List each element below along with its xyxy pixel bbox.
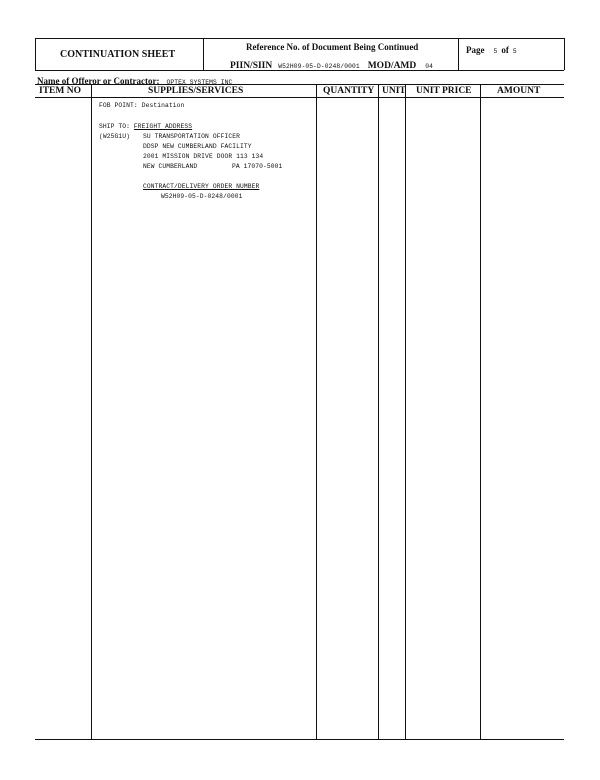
header-top-border bbox=[35, 38, 564, 39]
page-of: of bbox=[501, 45, 509, 55]
address-line-3: 2001 MISSION DRIVE DOOR 113 134 bbox=[143, 153, 264, 160]
table-header-border bbox=[35, 97, 564, 98]
address-line-1: SU TRANSPORTATION OFFICER bbox=[143, 133, 240, 140]
piin-row bbox=[230, 55, 433, 73]
order-number-label: CONTRACT/DELIVERY ORDER NUMBER bbox=[143, 183, 260, 190]
col-header-unit: UNIT bbox=[382, 86, 406, 96]
fob-point bbox=[99, 102, 184, 109]
col-header-quantity: QUANTITY bbox=[323, 86, 375, 96]
ship-to-row bbox=[99, 123, 192, 130]
header-divider-2 bbox=[458, 38, 459, 70]
page-total: 5 bbox=[512, 48, 517, 55]
ship-code: (W25G1U) bbox=[99, 133, 131, 140]
col-divider-unit bbox=[405, 84, 406, 739]
col-header-item-no: ITEM NO bbox=[39, 86, 81, 96]
piin-value: W52H09-05-D-0248/0001 bbox=[278, 63, 360, 70]
mod-label: MOD/AMD bbox=[367, 61, 417, 71]
reference-label: Reference No. of Document Being Continued bbox=[246, 42, 419, 52]
ship-to-title: FREIGHT ADDRESS bbox=[133, 123, 193, 130]
col-header-unit-price: UNIT PRICE bbox=[416, 86, 472, 96]
header-divider-1 bbox=[203, 38, 204, 70]
fob-label: FOB POINT: bbox=[99, 102, 138, 109]
page-number bbox=[466, 40, 517, 58]
offeror-label: Name of Offeror or Contractor: bbox=[37, 76, 160, 86]
col-divider-item bbox=[91, 84, 92, 739]
piin-label: PIIN/SIIN bbox=[230, 61, 273, 71]
col-divider-supplies bbox=[316, 84, 317, 739]
order-number: W52H09-05-D-0248/0001 bbox=[161, 193, 243, 200]
fob-value: Destination bbox=[141, 102, 185, 109]
address-state-zip: PA 17070-5001 bbox=[232, 163, 283, 170]
col-header-supplies: SUPPLIES/SERVICES bbox=[148, 86, 244, 96]
col-divider-quantity bbox=[378, 84, 379, 739]
header-right-border bbox=[564, 38, 565, 70]
header-left-border bbox=[35, 38, 36, 70]
col-divider-unit-price bbox=[480, 84, 481, 739]
col-header-amount: AMOUNT bbox=[497, 86, 541, 96]
page-current: 5 bbox=[493, 48, 498, 55]
sheet-title: CONTINUATION SHEET bbox=[60, 49, 176, 60]
address-city: NEW CUMBERLAND bbox=[143, 163, 198, 170]
table-top-border bbox=[35, 84, 564, 85]
address-line-2: DDSP NEW CUMBERLAND FACILITY bbox=[143, 143, 252, 150]
ship-to-label: SHIP TO: bbox=[99, 123, 131, 130]
offeror-name: OPTEX SYSTEMS INC bbox=[166, 79, 233, 86]
mod-value: 04 bbox=[425, 63, 434, 70]
page-label: Page bbox=[466, 45, 485, 55]
table-bottom-border bbox=[35, 739, 564, 740]
